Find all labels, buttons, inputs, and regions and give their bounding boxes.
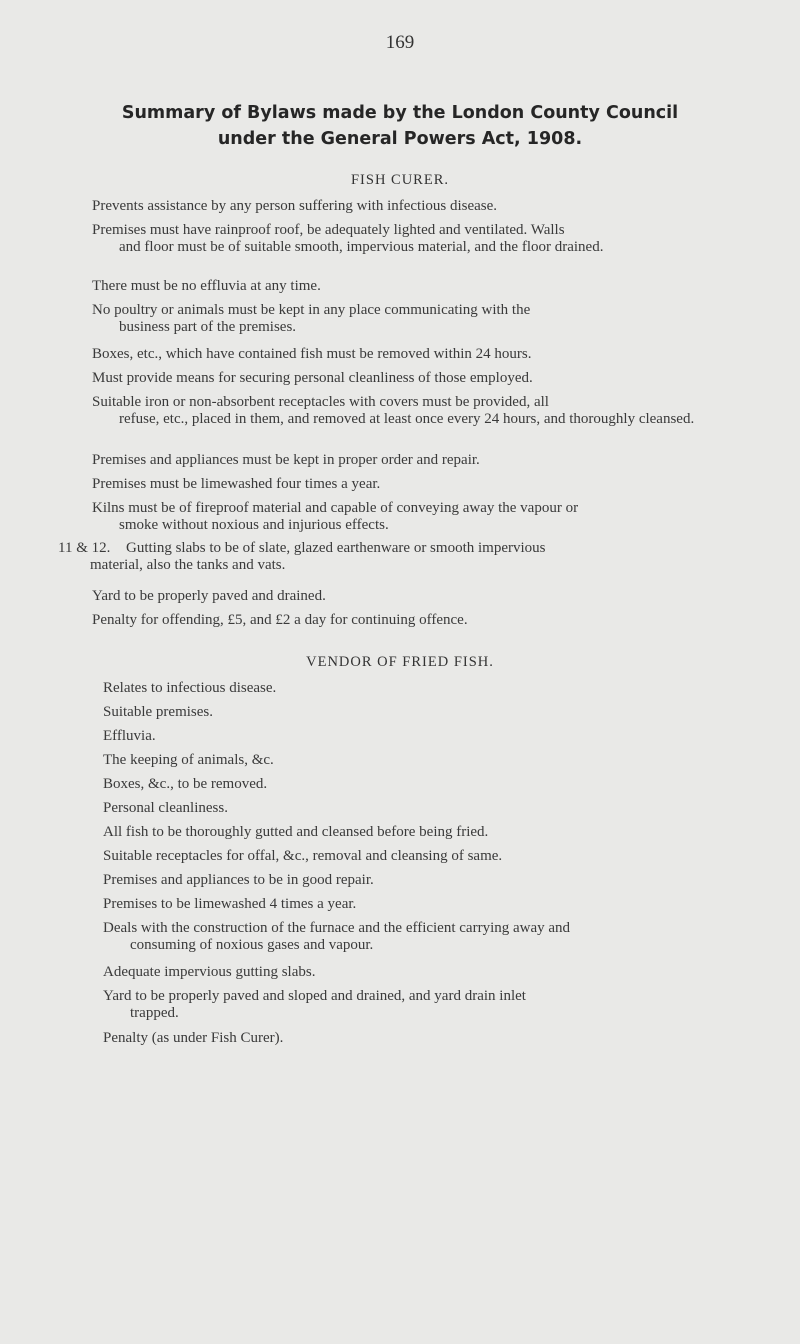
item-text [92, 222, 740, 256]
item-text [92, 278, 740, 295]
item-text-line-2: consuming of noxious gases and vapour. [130, 937, 374, 953]
item-text [92, 394, 740, 428]
item-text [103, 704, 740, 721]
item-text-line-1: Suitable iron or non-absorbent receptacles with covers must be provided, all [92, 394, 549, 410]
item-text [103, 848, 740, 865]
item-text-line-2: business part of the premises. [119, 319, 297, 335]
item-text-line-1: Kilns must be of fireproof material and capable of conveying away the vapour or [92, 500, 579, 516]
item-text-line-2: smoke without noxious and injurious effects. [119, 517, 389, 533]
item-text [103, 752, 740, 769]
item-text-line-1: Deals with the construction of the furnace and the efficient carrying away and [103, 920, 571, 936]
item-text [92, 370, 740, 387]
item-text-line-1: Prevents assistance by any person suffering with infectious disease. [92, 198, 498, 214]
item-text-line-1: Effluvia. [103, 728, 156, 744]
item-text [90, 540, 740, 574]
page-number: 169 [385, 32, 415, 53]
item-text-line-2: material, also the tanks and vats. [90, 557, 286, 573]
item-text-line-2: and floor must be of suitable smooth, impervious material, and the floor drained. [119, 239, 604, 255]
item-text-line-1: Yard to be properly paved and sloped and drained, and yard drain inlet [103, 988, 526, 1004]
section-heading-vendor-fried-fish: VENDOR OF FRIED FISH. [306, 654, 494, 670]
item-text-line-1: Boxes, &c., to be removed. [103, 776, 268, 792]
title-line-2: under the General Powers Act, 1908. [217, 129, 583, 149]
item-text [92, 346, 740, 363]
item-text [103, 920, 740, 954]
item-text [92, 198, 740, 215]
item-text [92, 476, 740, 493]
item-text [103, 776, 740, 793]
item-text-line-1: Relates to infectious disease. [103, 680, 277, 696]
item-text [103, 964, 740, 981]
item-text-line-1: No poultry or animals must be kept in any place communicating with the [92, 302, 531, 318]
item-text-line-1: Premises and appliances to be in good repair. [103, 872, 374, 888]
item-text [103, 872, 740, 889]
item-text-line-1: Penalty (as under Fish Curer). [103, 1030, 284, 1046]
item-text-line-1: Premises and appliances must be kept in proper order and repair. [92, 452, 480, 468]
item-text [103, 824, 740, 841]
item-text [92, 612, 740, 629]
item-text [103, 680, 740, 697]
item-text-line-2: trapped. [130, 1005, 179, 1021]
title-line-1: Summary of Bylaws made by the London County Council [121, 103, 679, 123]
item-text [92, 452, 740, 469]
item-text-line-1: Suitable receptacles for offal, &c., removal and cleansing of same. [103, 848, 503, 864]
item-text [103, 1030, 740, 1047]
item-text [103, 728, 740, 745]
item-text-line-1: Gutting slabs to be of slate, glazed earthenware or smooth impervious [126, 540, 546, 556]
item-text-line-1: All fish to be thoroughly gutted and cleansed before being fried. [103, 824, 489, 840]
item-text [92, 302, 740, 336]
item-text-line-1: Adequate impervious gutting slabs. [103, 964, 316, 980]
item-text [103, 800, 740, 817]
item-text-line-1: There must be no effluvia at any time. [92, 278, 321, 294]
item-text [103, 896, 740, 913]
item-text-line-1: Penalty for offending, £5, and £2 a day for continuing offence. [92, 612, 468, 628]
item-text-line-1: Personal cleanliness. [103, 800, 228, 816]
item-text [92, 500, 740, 534]
section-heading-fish-curer: FISH CURER. [350, 172, 450, 188]
item-text [92, 588, 740, 605]
item-text-line-1: Premises must have rainproof roof, be adequately lighted and ventilated. Walls [92, 222, 565, 238]
item-number: 11 & 12. [58, 540, 111, 556]
item-text-line-1: Boxes, etc., which have contained fish must be removed within 24 hours. [92, 346, 532, 362]
item-text-line-1: Premises to be limewashed 4 times a year. [103, 896, 357, 912]
item-text-line-1: Yard to be properly paved and drained. [92, 588, 326, 604]
page-title [0, 100, 800, 152]
item-text-line-1: Suitable premises. [103, 704, 213, 720]
item-text-line-2: refuse, etc., placed in them, and removed at least once every 24 hours, and thoroughly cleansed. [119, 411, 695, 427]
item-text-line-1: Premises must be limewashed four times a year. [92, 476, 381, 492]
item-text [103, 988, 740, 1022]
item-text-line-1: The keeping of animals, &c. [103, 752, 274, 768]
item-text-line-1: Must provide means for securing personal cleanliness of those employed. [92, 370, 533, 386]
